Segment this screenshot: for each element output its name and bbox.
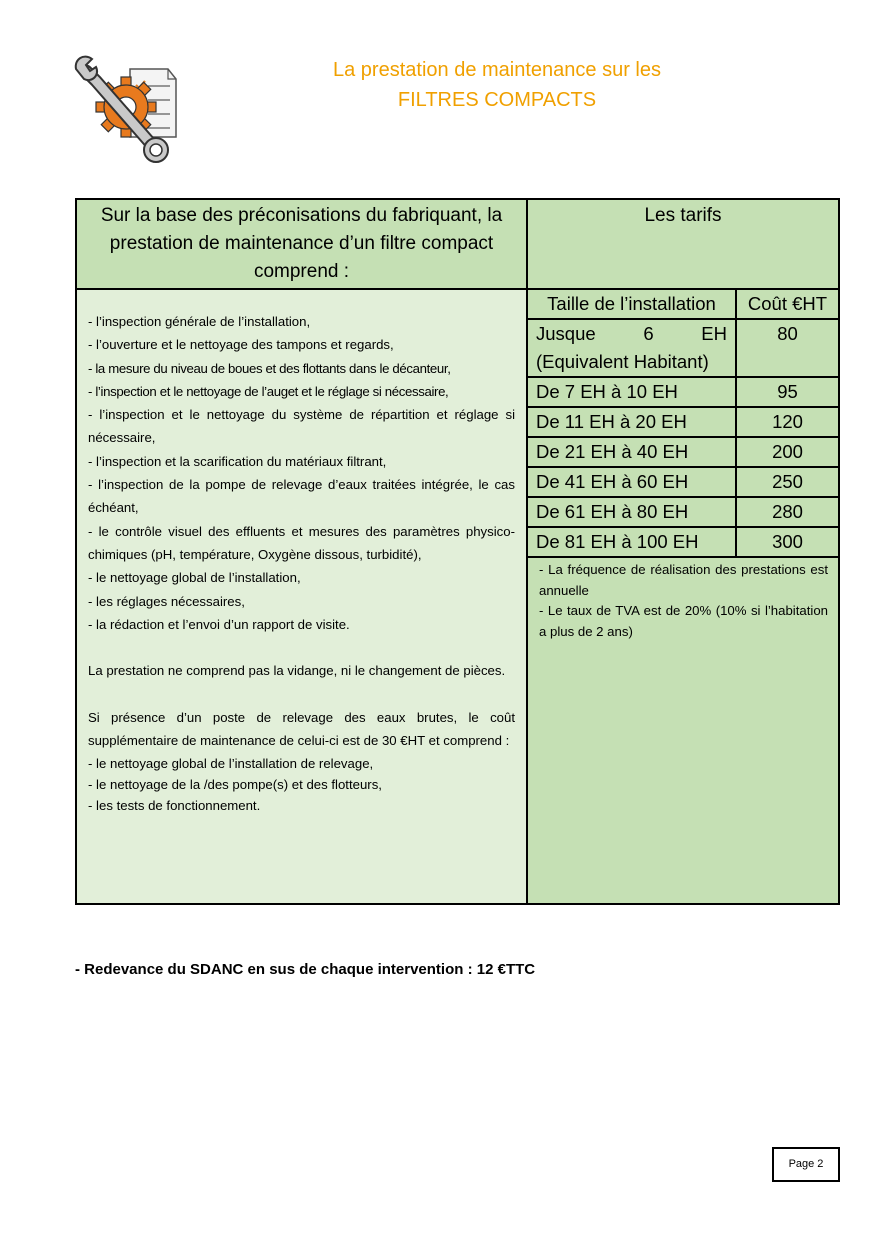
- exclusion-text: La prestation ne comprend pas la vidange, ni le changement de pièces.: [88, 663, 506, 679]
- page-title: [240, 55, 754, 115]
- col-header-cost: Coût €HT: [736, 290, 838, 319]
- cost-cell: 120: [736, 407, 838, 437]
- size-cell: De 7 EH à 10 EH: [528, 377, 736, 407]
- services-header: Sur la base des préconisations du fabriquant, la prestation de maintenance d’un filtre compact comprend :: [76, 199, 527, 289]
- service-item: - l’ouverture et le nettoyage des tampons et regards,: [88, 337, 394, 353]
- cost-cell: 95: [736, 377, 838, 407]
- table-row: [528, 319, 838, 377]
- table-row: [528, 527, 838, 557]
- note-frequency: - La fréquence de réalisation des prestations est annuelle: [539, 562, 828, 598]
- size-cell: De 21 EH à 40 EH: [528, 437, 736, 467]
- pump-item: - les tests de fonctionnement.: [88, 797, 261, 813]
- table-row: [528, 377, 838, 407]
- service-item: - l’inspection et le nettoyage de l’auget et le réglage si nécessaire,: [88, 383, 449, 399]
- service-item: - les réglages nécessaires,: [88, 593, 245, 609]
- tarifs-cell: [527, 289, 839, 904]
- service-item: - l’inspection de la pompe de relevage d’eaux traitées intégrée, le cas échéant,: [88, 477, 515, 516]
- col-header-size: Taille de l’installation: [528, 290, 736, 319]
- pump-intro-text: Si présence d’un poste de relevage des eaux brutes, le coût supplémentaire de maintenance de celui-ci est de 30 €HT et comprend :: [88, 710, 515, 749]
- pump-item: - le nettoyage de la /des pompe(s) et des flotteurs,: [88, 776, 382, 792]
- wrench-gear-checklist-icon: [72, 55, 180, 167]
- services-cell: [76, 289, 527, 904]
- cost-cell: 250: [736, 467, 838, 497]
- pump-item: - le nettoyage global de l’installation de relevage,: [88, 755, 374, 771]
- cost-cell: 80: [736, 319, 838, 377]
- note-tva: - Le taux de TVA est de 20% (10% si l’habitation a plus de 2 ans): [539, 603, 828, 639]
- table-row: [528, 437, 838, 467]
- size-cell: De 41 EH à 60 EH: [528, 467, 736, 497]
- page-number-box: Page 2: [772, 1147, 840, 1182]
- service-item: - la rédaction et l’envoi d’un rapport de visite.: [88, 616, 350, 632]
- tarifs-table: [528, 290, 838, 558]
- redevance-text: - Redevance du SDANC en sus de chaque intervention : 12 €TTC: [75, 961, 536, 978]
- service-item: - le nettoyage global de l’installation,: [88, 570, 301, 586]
- service-item: - l’inspection générale de l’installation,: [88, 314, 311, 329]
- size-cell: Jusque 6 EH (Equivalent Habitant): [528, 319, 736, 377]
- service-item: - l’inspection et la scarification du matériaux filtrant,: [88, 453, 387, 469]
- cost-cell: 300: [736, 527, 838, 557]
- size-cell: De 11 EH à 20 EH: [528, 407, 736, 437]
- service-item: - la mesure du niveau de boues et des flottants dans le décanteur,: [88, 360, 451, 376]
- tarifs-notes: [528, 558, 838, 642]
- service-item: - le contrôle visuel des effluents et mesures des paramètres physico-chimiques (pH, température, Oxygène dissous, turbidité),: [88, 523, 515, 562]
- table-row: [528, 467, 838, 497]
- maintenance-table: [75, 198, 840, 905]
- cost-cell: 200: [736, 437, 838, 467]
- size-cell: De 61 EH à 80 EH: [528, 497, 736, 527]
- table-row: [528, 497, 838, 527]
- cost-cell: 280: [736, 497, 838, 527]
- table-row: [528, 407, 838, 437]
- size-cell: De 81 EH à 100 EH: [528, 527, 736, 557]
- title-line-1: La prestation de maintenance sur les: [333, 59, 661, 81]
- tarifs-header: Les tarifs: [527, 199, 839, 289]
- title-line-2: FILTRES COMPACTS: [397, 89, 597, 111]
- service-item: - l’inspection et le nettoyage du système de répartition et réglage si nécessaire,: [88, 407, 515, 446]
